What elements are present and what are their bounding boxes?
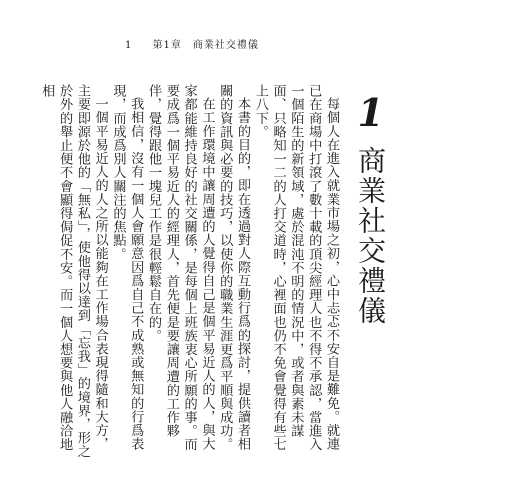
chapter-title: 商業社交禮儀 [354,146,387,326]
paragraph: 一個平易近人的人之所以能夠在工作場合表現得隨和大方，主要即源於他的「無私」，使他得以達到「忘我」的境界，形之於外的舉止便不會顯得侷促不安。而一個人想要與他人融洽地相 [39,84,108,459]
paragraph: 我相信，沒有一個人會願意因爲自己不成熟或無知的行爲表現，而成爲別人關注的焦點。 [110,84,144,451]
paragraph: 每個人在進入就業市場之初，心中忐忑不安自是難免。就連已在商場中打滾了數十載的頂尖經理人也不得不承認，當進入一個陌生的新領域，處於混沌不明的情況中，或者與素未謀面、只略知一二的人打交道時，心裡面也仍不免會覺得有些七上八下。 [252,84,339,452]
body-text [20,84,340,464]
page-number: 1 [125,40,133,51]
running-header [125,36,259,51]
running-title: 第1章 商業社交禮儀 [152,40,259,51]
paragraph: 本書的目的，即在透過對人際互動行爲的探討，提供讀者相關的資訊與必要的技巧，以使你的職業生涯更爲平順與成功。 [217,84,251,452]
chapter-number: 1 [357,90,384,135]
paragraph: 在工作環境中讓周遭的人覺得自己是個平易近人的人，與大家都能維持良好的社交關係，是每個上班族衷心所願的事。而要成爲一個平易近人的經理人，首先便是要讓周遭的工作夥伴，覺得跟他一塊兒工作是很輕鬆自在的。 [146,84,215,452]
